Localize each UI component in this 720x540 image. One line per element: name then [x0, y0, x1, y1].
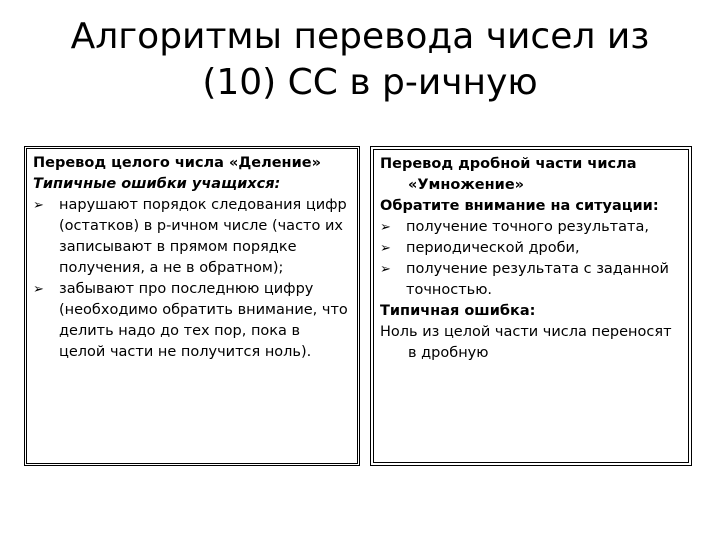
- arrow-bullet-icon: ➢: [380, 220, 391, 235]
- integer-division-box: [24, 146, 360, 466]
- arrow-bullet-icon: ➢: [380, 262, 391, 277]
- bullet-text: периодической дроби,: [406, 240, 580, 256]
- bullet-text: получение результата с заданной точностью.: [406, 261, 669, 298]
- list-item: [33, 195, 351, 279]
- title-line-1: Алгоритмы перевода чисел из: [70, 16, 650, 57]
- attention-text: Обратите внимание на ситуации:: [380, 198, 659, 214]
- list-item: [380, 259, 682, 301]
- left-bullet-list: [33, 195, 351, 363]
- error-heading: Типичная ошибка:: [380, 303, 536, 319]
- left-subheading: Типичные ошибки учащихся:: [33, 176, 281, 192]
- arrow-bullet-icon: ➢: [33, 282, 44, 297]
- bullet-text: получение точного результата,: [406, 219, 649, 235]
- right-heading: Перевод дробной части числа «Умножение»: [380, 156, 637, 193]
- arrow-bullet-icon: ➢: [380, 241, 391, 256]
- list-item: [380, 238, 682, 259]
- list-item: [33, 279, 351, 363]
- slide-title: [40, 14, 680, 106]
- title-line-2: (10) СС в р-ичную: [202, 62, 538, 103]
- bullet-text: забывают про последнюю цифру (необходимо обратить внимание, что делить надо до тех пор, пока в целой части не получится ноль).: [59, 281, 348, 360]
- right-bullet-list: [380, 217, 682, 301]
- bullet-text: нарушают порядок следования цифр (остатков) в р-ичном числе (часто их записывают в прямом порядке получения, а не в обратном);: [59, 197, 347, 276]
- arrow-bullet-icon: ➢: [33, 198, 44, 213]
- fraction-multiplication-box: [370, 146, 692, 466]
- left-heading: Перевод целого числа «Деление»: [33, 155, 321, 171]
- list-item: [380, 217, 682, 238]
- error-text: Ноль из целой части числа переносят в дробную: [380, 324, 672, 361]
